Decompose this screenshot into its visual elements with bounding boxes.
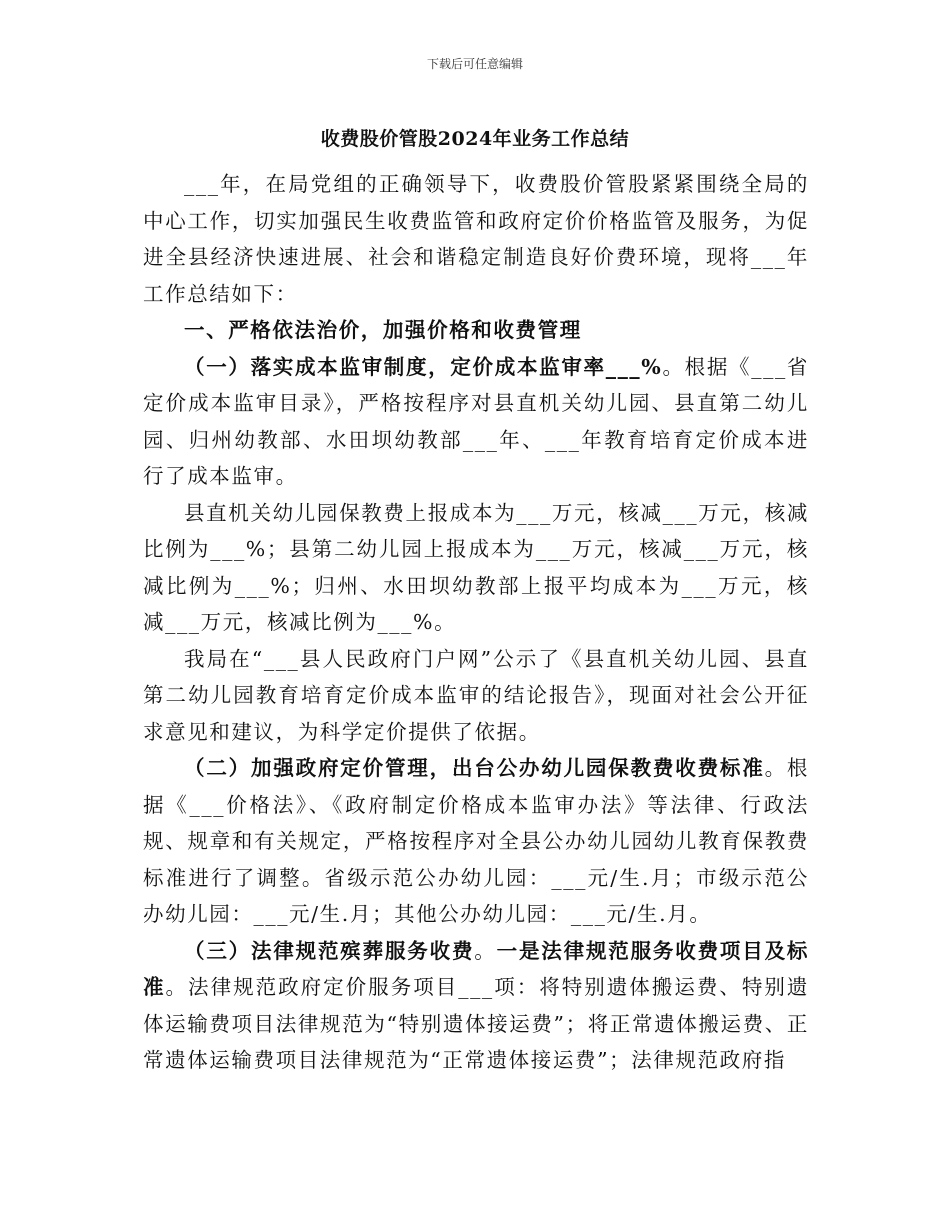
section-heading-1: 一、严格依法治价，加强价格和收费管理 bbox=[184, 318, 582, 342]
punctuation: 。 bbox=[474, 938, 497, 963]
subheading-funeral-items: 一是法律规范服务收费项目及标准 bbox=[143, 938, 809, 999]
document-body bbox=[143, 166, 809, 1079]
paragraph-funeral-fees-text: 。法律规范政府定价服务项目___项：将特别遗体搬运费、特别遗体运输费项目法律规范为“特别遗体接运费”；将正常遗体搬运费、正常遗体运输费项目法律规范为“正常遗体接运费”；法律规范政府指 bbox=[143, 975, 810, 1072]
subheading-funeral-fees: （三）法律规范殡葬服务收费 bbox=[184, 938, 475, 963]
paragraph-intro: ___年，在局党组的正确领导下，收费股价管股紧紧围绕全局的中心工作，切实加强民生收费监管和政府定价价格监管及服务，为促进全县经济快速进展、社会和谐稳定制造良好价费环境，现将___年工作总结如下： bbox=[143, 172, 809, 306]
subheading-kindergarten-fees: （二）加强政府定价管理，出台公办幼儿园保教费收费标准 bbox=[184, 756, 765, 780]
subheading-cost-review: （一）落实成本监审制度，定价成本监审率___% bbox=[184, 354, 663, 379]
paragraph-publication: 我局在“___县人民政府门户网”公示了《县直机关幼儿园、县直第二幼儿园教育培育定价成本监审的结论报告》，现面对社会公开征求意见和建议，为科学定价提供了依据。 bbox=[143, 646, 809, 744]
paragraph-funeral-fees bbox=[143, 933, 809, 1079]
document-title: 收费股价管股2024年业务工作总结 bbox=[320, 128, 630, 150]
paragraph-kindergarten-fees-text: 。根据《___价格法》、《政府制定价格成本监审办法》等法律、行政法规、规章和有关规定，严格按程序对全县公办幼儿园幼儿教育保教费标准进行了调整。省级示范公办幼儿园：___元/生.月；市级示范公办幼儿园：___元/生.月；其他公办幼儿园：___元/生.月。 bbox=[143, 756, 809, 926]
paragraph-cost-figures: 县直机关幼儿园保教费上报成本为___万元，核减___万元，核减比例为___%；县第二幼儿园上报成本为___万元，核减___万元，核减比例为___%；归州、水田坝幼教部上报平均成本为___万元，核减___万元，核减比例为___%。 bbox=[143, 500, 809, 634]
paragraph-cost-review bbox=[143, 349, 809, 495]
paragraph-cost-review-text: 。根据《___省定价成本监审目录》，严格按程序对县直机关幼儿园、县直第二幼儿园、归州幼教部、水田坝幼教部___年、___年教育培育定价成本进行了成本监审。 bbox=[143, 354, 809, 488]
header-note: 下载后可任意编辑 bbox=[426, 57, 523, 71]
paragraph-kindergarten-fees bbox=[143, 750, 809, 933]
